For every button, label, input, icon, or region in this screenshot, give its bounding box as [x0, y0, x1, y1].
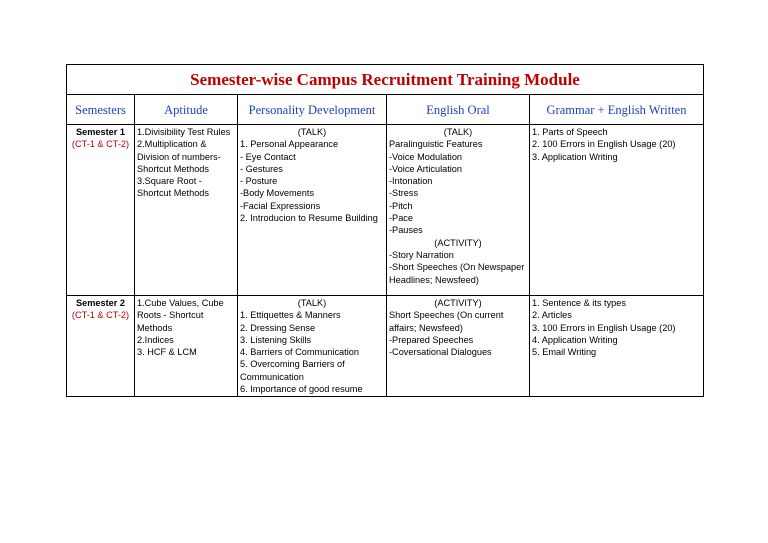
aptitude-item: 3. HCF & LCM	[137, 347, 197, 358]
aptitude-item: 2.Multiplication &	[137, 139, 207, 150]
header-aptitude: Aptitude	[135, 95, 238, 125]
grammar-item: 2. 100 Errors in English Usage (20)	[532, 139, 676, 150]
semester-name: Semester 1	[75, 127, 126, 137]
oral-item: -Pace	[389, 213, 414, 224]
aptitude-item: 1.Cube Values, Cube	[137, 298, 224, 308]
semester-name: Semester 2	[75, 298, 126, 308]
aptitude-item: 3.Square Root -	[137, 176, 202, 187]
personality-item: 2. Dressing Sense	[240, 322, 316, 333]
personality-item: 2. Introducion to Resume Building	[240, 213, 378, 224]
personality-item: -Facial Expressions	[240, 200, 321, 211]
oral-item: -Voice Modulation	[389, 151, 463, 162]
aptitude-item: 2.Indices	[137, 334, 174, 345]
semester-2-row	[67, 296, 704, 397]
header-english-oral: English Oral	[387, 95, 530, 125]
semester-1-cell	[67, 125, 135, 296]
oral-item: -Story Narration	[389, 249, 454, 260]
semester-2-aptitude	[135, 296, 238, 397]
personality-item: 1. Personal Appearance	[240, 139, 339, 150]
aptitude-item: Roots - Shortcut	[137, 310, 204, 321]
grammar-item: 5. Email Writing	[532, 347, 597, 358]
oral-item: -Short Speeches (On Newspaper	[389, 262, 525, 273]
header-grammar-english-written: Grammar + English Written	[530, 95, 704, 125]
personality-item: 3. Listening Skills	[240, 334, 311, 345]
semester-ct: (CT-1 & CT-2)	[71, 310, 130, 321]
aptitude-item: Shortcut Methods	[137, 163, 210, 174]
personality-item: 6. Importance of good resume	[240, 384, 363, 395]
personality-item: - Gestures	[240, 163, 283, 174]
semester-1-english-oral	[387, 125, 530, 296]
personality-item: - Posture	[240, 176, 278, 187]
activity-label: (ACTIVITY)	[434, 237, 482, 248]
activity-label: (ACTIVITY)	[434, 298, 482, 308]
personality-item: - Eye Contact	[240, 151, 296, 162]
header-row	[67, 95, 704, 125]
title-row	[67, 65, 704, 95]
semester-1-personality	[238, 125, 387, 296]
oral-item: -Stress	[389, 188, 419, 199]
talk-label: (TALK)	[297, 298, 327, 308]
semester-2-english-oral	[387, 296, 530, 397]
oral-item: -Coversational Dialogues	[389, 347, 492, 358]
personality-item: 5. Overcoming Barriers of	[240, 359, 345, 370]
semester-2-cell	[67, 296, 135, 397]
semester-1-row	[67, 125, 704, 296]
talk-label: (TALK)	[443, 127, 473, 137]
aptitude-item: Shortcut Methods	[137, 188, 210, 199]
oral-item: affairs; Newsfeed)	[389, 322, 463, 333]
aptitude-item: Division of numbers-	[137, 151, 221, 162]
oral-item: -Intonation	[389, 176, 433, 187]
grammar-item: 1. Parts of Speech	[532, 127, 608, 137]
header-semesters: Semesters	[67, 95, 135, 125]
training-module-table	[66, 64, 704, 397]
semester-ct: (CT-1 & CT-2)	[71, 139, 130, 150]
personality-item: 4. Barriers of Communication	[240, 347, 359, 358]
talk-label: (TALK)	[297, 127, 327, 137]
grammar-item: 3. 100 Errors in English Usage (20)	[532, 322, 676, 333]
grammar-item: 1. Sentence & its types	[532, 298, 626, 308]
semester-1-aptitude	[135, 125, 238, 296]
oral-item: -Pauses	[389, 225, 423, 236]
grammar-item: 4. Application Writing	[532, 334, 618, 345]
oral-item: Headlines; Newsfeed)	[389, 274, 479, 285]
oral-item: -Prepared Speeches	[389, 334, 474, 345]
grammar-item: 2. Articles	[532, 310, 572, 321]
personality-item: 1. Ettiquettes & Manners	[240, 310, 341, 321]
oral-item: Paralinguistic Features	[389, 139, 483, 150]
oral-item: -Pitch	[389, 200, 413, 211]
grammar-item: 3. Application Writing	[532, 151, 618, 162]
aptitude-item: 1.Divisibility Test Rules	[137, 127, 231, 137]
semester-2-personality	[238, 296, 387, 397]
semester-2-grammar	[530, 296, 704, 397]
oral-item: -Voice Articulation	[389, 163, 463, 174]
oral-item: Short Speeches (On current	[389, 310, 504, 321]
aptitude-item: Methods	[137, 322, 173, 333]
table-title: Semester-wise Campus Recruitment Training Module	[67, 65, 704, 95]
semester-1-grammar	[530, 125, 704, 296]
header-personality-development: Personality Development	[238, 95, 387, 125]
personality-item: Communication	[240, 371, 304, 382]
personality-item: -Body Movements	[240, 188, 315, 199]
